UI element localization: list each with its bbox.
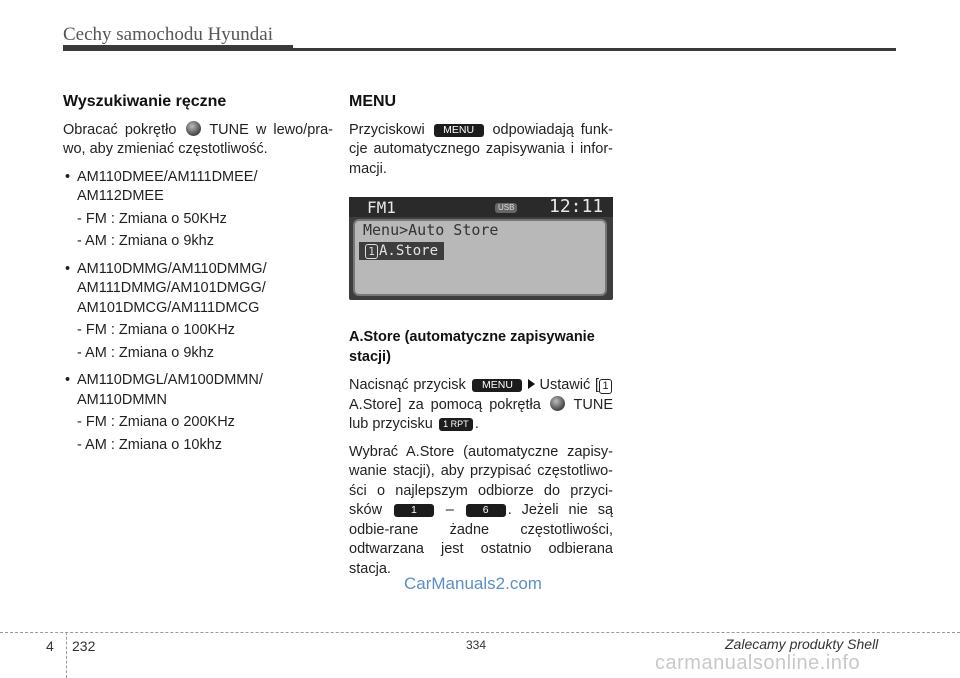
model-group-2: • AM110DMMG/AM110DMMG/ AM111DMMG/AM101DMGG/ AM101DMCG/AM111DMCG bbox=[63, 260, 333, 319]
tune-knob-icon-2 bbox=[550, 396, 565, 411]
manual-search-intro: Obracać pokrętło TUNE w lewo/pra-wo, aby zmieniać częstotliwość. bbox=[63, 121, 333, 157]
am-step-1: - AM : Zmiana o 9khz bbox=[77, 233, 214, 249]
astore-heading: A.Store (automatyczne zapisywanie stacji) bbox=[349, 329, 595, 365]
astore-description: Wybrać A.Store (automatyczne zapisy-wanie stacji), aby przypisać częstotliwo-ści o najlepszym odbiorze do przyci-sków 1 – 6 . Jeżeli nie są odbie-rane żadne częstotliwości, odtwarzana jest ostatnio odbierana stacja. bbox=[349, 443, 614, 577]
footer-site-watermark[interactable]: carmanualsonline.info bbox=[655, 652, 861, 674]
display-band: FM1 bbox=[367, 198, 396, 217]
footer-slogan: Zalecamy produkty Shell bbox=[725, 636, 879, 652]
display-selected-item: 1 A.Store bbox=[359, 242, 444, 260]
display-time: 12:11 bbox=[549, 196, 604, 217]
watermark-link[interactable]: CarManuals2.com bbox=[404, 574, 542, 593]
astore-step: Nacisnąć przycisk MENU Ustawić [ 1A.Store] za pomocą pokrętła TUNE lub przycisku 1 RPT . bbox=[349, 377, 613, 432]
menu-intro: Przyciskowi MENU odpowiadają funk-cje automatycznego zapisywania i infor-macji. bbox=[349, 121, 614, 177]
radio-display-image bbox=[349, 197, 613, 300]
model-group-3: • AM110DMGL/AM100DMMN/ AM110DMMN bbox=[63, 371, 333, 410]
display-usb-badge: USB bbox=[495, 203, 517, 213]
am-step-2: - AM : Zmiana o 9khz bbox=[77, 344, 214, 361]
am-step-3: - AM : Zmiana o 10khz bbox=[77, 436, 223, 453]
preset-6-button-icon: 6 bbox=[466, 504, 506, 517]
fm-step-3: - FM : Zmiana o 200KHz bbox=[77, 414, 235, 430]
menu-button-icon: MENU bbox=[434, 124, 484, 137]
page-header-title: Cechy samochodu Hyundai bbox=[63, 24, 274, 45]
rpt-button-icon: 1 RPT bbox=[439, 418, 473, 431]
display-item-number: 1 bbox=[365, 244, 378, 259]
display-menu-panel bbox=[353, 219, 607, 296]
footer-center-number: 334 bbox=[466, 638, 487, 652]
tune-knob-icon bbox=[186, 121, 201, 136]
menu-button-icon-2: MENU bbox=[472, 379, 522, 392]
footer-rule bbox=[0, 632, 960, 633]
fm-step-2: - FM : Zmiana o 100KHz bbox=[77, 322, 235, 338]
manual-search-heading: Wyszukiwanie ręczne bbox=[63, 93, 227, 110]
display-menu-path: Menu>Auto Store bbox=[363, 221, 499, 239]
footer-divider bbox=[66, 632, 67, 678]
footer-page-number: 232 bbox=[72, 638, 96, 654]
model-group-1: • AM110DMEE/AM111DMEE/ AM112DMEE bbox=[63, 168, 333, 207]
preset-1-button-icon: 1 bbox=[394, 504, 434, 517]
right-column bbox=[349, 92, 613, 587]
arrow-right-icon bbox=[528, 379, 535, 389]
footer-chapter: 4 bbox=[46, 638, 54, 654]
circled-one-icon: 1 bbox=[599, 379, 612, 394]
fm-step-1: - FM : Zmiana o 50KHz bbox=[77, 210, 227, 227]
left-column bbox=[63, 92, 333, 458]
header-rule bbox=[63, 48, 896, 51]
menu-heading: MENU bbox=[349, 93, 397, 110]
